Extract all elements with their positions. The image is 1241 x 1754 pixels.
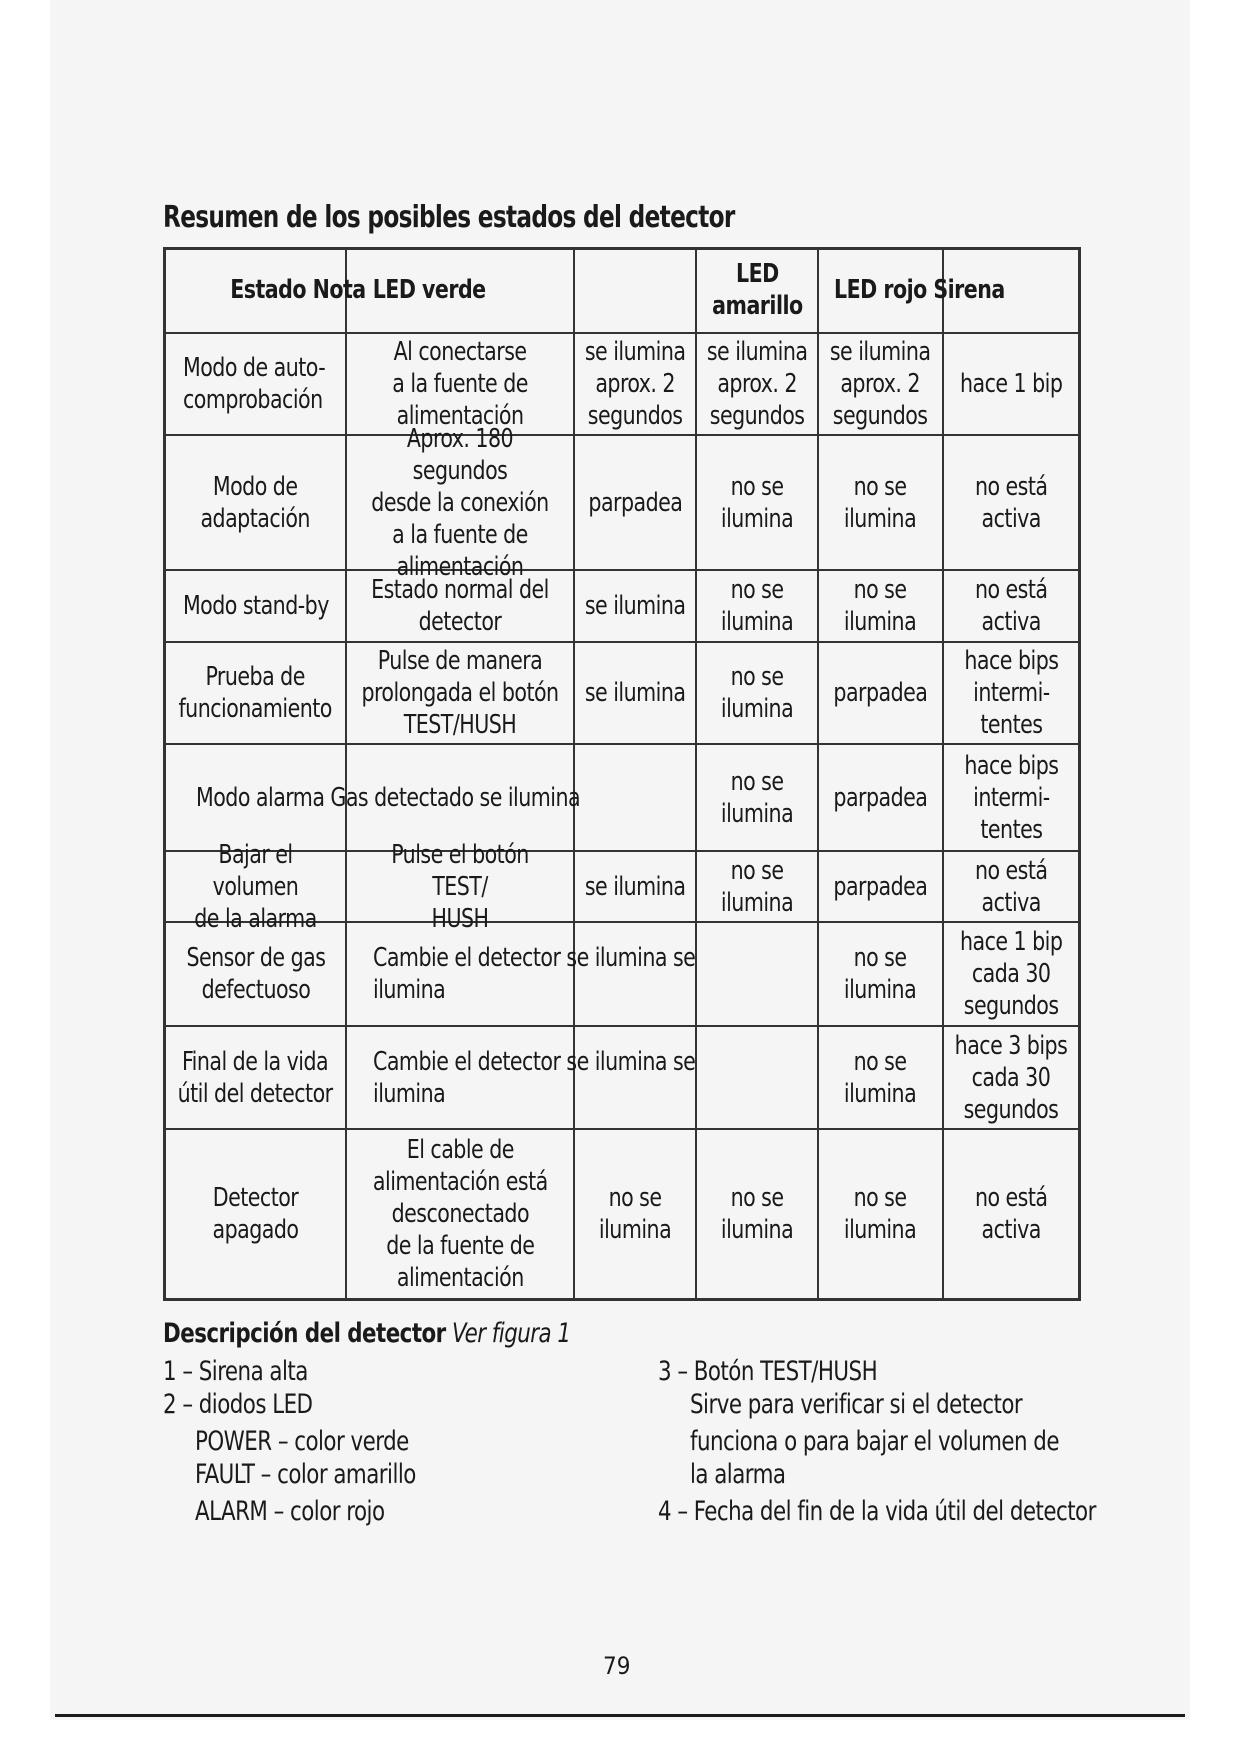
row1-led-rojo-text: se ilumina aprox. 2 segundos xyxy=(830,337,931,431)
row4-sirena xyxy=(944,643,1078,743)
row1-led-verde-text: se ilumina aprox. 2 segundos xyxy=(584,337,686,431)
row4-led-amarillo xyxy=(697,643,817,743)
row2-led-verde xyxy=(575,436,695,569)
row9-led-rojo-text: no se ilumina xyxy=(844,1183,917,1245)
row4-led-rojo-text: parpadea xyxy=(833,678,928,708)
row3-led-rojo xyxy=(819,571,942,641)
row5-estado-merged-text: Modo alarma Gas detectado se ilumina xyxy=(196,782,581,813)
row6-led-rojo-text: parpadea xyxy=(833,871,928,902)
row1-nota-text: Al conectarse a la fuente de alimentación xyxy=(392,337,528,431)
row3-nota-text: Estado normal del detector xyxy=(371,575,549,637)
description-title: Descripción del detector xyxy=(163,1318,446,1349)
header-estado-led-verde xyxy=(163,247,633,333)
row7-estado xyxy=(166,923,345,1025)
row4-sirena-text: hace bips intermi- tentes xyxy=(963,646,1059,740)
row1-nota xyxy=(347,334,573,434)
row6-led-verde xyxy=(575,852,695,921)
row3-estado xyxy=(166,571,345,641)
row4-led-verde-text: se ilumina xyxy=(584,678,686,708)
row1-led-rojo xyxy=(819,334,942,434)
bottom-rule xyxy=(55,1714,1185,1717)
desc-item-sirena: 1 – Sirena alta xyxy=(163,1356,308,1387)
desc-item-fault: FAULT – color amarillo xyxy=(195,1459,416,1490)
row6-led-verde-text: se ilumina xyxy=(584,871,686,902)
row9-led-verde-text: no se ilumina xyxy=(598,1183,672,1245)
row5-led-rojo-text: parpadea xyxy=(833,782,928,813)
row4-led-rojo xyxy=(819,643,942,743)
desc-item-alarm: ALARM – color rojo xyxy=(195,1496,385,1527)
row9-nota xyxy=(347,1130,573,1298)
row3-led-amarillo xyxy=(697,571,817,641)
row8-sirena-text: hace 3 bips cada 30 segundos xyxy=(954,1030,1068,1125)
row1-sirena xyxy=(944,334,1078,434)
row3-nota xyxy=(347,571,573,641)
row3-led-amarillo-text: no se ilumina xyxy=(720,575,794,637)
row8-estado xyxy=(166,1027,345,1128)
row5-led-amarillo-text: no se ilumina xyxy=(720,766,794,829)
row3-led-verde-text: se ilumina xyxy=(584,591,686,621)
row3-estado-text: Modo stand-by xyxy=(182,591,329,621)
row2-sirena xyxy=(944,436,1078,569)
desc-item-power: POWER – color verde xyxy=(195,1426,409,1457)
row7-merged-text: Cambie el detector se ilumina se ilumina xyxy=(373,943,696,1005)
row4-nota-text: Pulse de manera prolongada el botón TEST/HUSH xyxy=(361,646,559,740)
header-estado-nota: Estado Nota xyxy=(230,275,366,305)
row2-led-amarillo xyxy=(697,436,817,569)
row7-merged xyxy=(347,923,819,1025)
row7-sirena xyxy=(944,923,1078,1025)
header-led-amarillo-text: LED amarillo xyxy=(711,259,803,321)
row1-sirena-text: hace 1 bip xyxy=(959,369,1063,399)
row4-estado xyxy=(166,643,345,743)
row9-led-amarillo-text: no se ilumina xyxy=(720,1183,794,1245)
row1-estado xyxy=(166,334,345,434)
row3-sirena-text: no está activa xyxy=(974,575,1048,637)
desc-item-boton-text-2: funciona o para bajar el volumen de xyxy=(690,1426,1059,1457)
row9-estado xyxy=(166,1130,345,1298)
row8-sirena xyxy=(944,1027,1078,1128)
row5-estado-merged xyxy=(166,745,697,850)
row2-led-rojo-text: no se ilumina xyxy=(844,471,917,534)
row7-sirena-text: hace 1 bip cada 30 segundos xyxy=(959,927,1063,1021)
row4-led-amarillo-text: no se ilumina xyxy=(720,662,794,724)
row5-sirena xyxy=(944,745,1078,850)
desc-item-boton-text-3: la alarma xyxy=(690,1459,786,1490)
row2-nota xyxy=(347,423,573,582)
row6-led-rojo xyxy=(819,852,942,921)
row3-led-verde xyxy=(575,571,695,641)
row5-led-amarillo xyxy=(697,745,817,850)
header-led-rojo-sirena xyxy=(819,247,1081,333)
row5-sirena-text: hace bips intermi- tentes xyxy=(963,750,1059,845)
header-led-amarillo xyxy=(697,247,817,333)
row4-led-verde xyxy=(575,643,695,743)
row6-nota-text: Pulse el botón TEST/ HUSH xyxy=(391,839,529,934)
row8-merged xyxy=(347,1027,819,1128)
description-figure-ref: Ver figura 1 xyxy=(451,1318,571,1349)
row1-estado-text: Modo de auto- comprobación xyxy=(183,353,326,415)
row2-led-rojo xyxy=(819,436,942,569)
header-led-rojo-sirena-text: LED rojo Sirena xyxy=(834,275,1005,305)
row5-led-rojo xyxy=(819,745,942,850)
row9-sirena xyxy=(944,1130,1078,1298)
row7-estado-text: Sensor de gas defectuoso xyxy=(186,943,325,1005)
row6-led-amarillo xyxy=(697,852,817,921)
row2-nota-text: Aprox. 180 segundos desde la conexión a la fuente de alimentación xyxy=(371,423,549,582)
row6-estado xyxy=(166,839,345,934)
row6-sirena xyxy=(944,852,1078,921)
row3-sirena xyxy=(944,571,1078,641)
row2-led-amarillo-text: no se ilumina xyxy=(720,471,794,534)
desc-item-fecha: 4 – Fecha del fin de la vida útil del detector xyxy=(658,1496,1096,1527)
row8-led-rojo-text: no se ilumina xyxy=(844,1046,917,1109)
row1-led-verde xyxy=(575,334,695,434)
row6-estado-text: Bajar el volumen de la alarma xyxy=(194,839,317,934)
row4-estado-text: Prueba de funcionamiento xyxy=(178,662,333,724)
row9-sirena-text: no está activa xyxy=(974,1183,1048,1245)
row2-led-verde-text: parpadea xyxy=(588,487,682,518)
description-heading xyxy=(163,1318,570,1349)
row8-estado-text: Final de la vida útil del detector xyxy=(177,1046,334,1109)
row6-nota xyxy=(347,839,573,934)
row7-led-rojo xyxy=(819,923,942,1025)
desc-item-diodos: 2 – diodos LED xyxy=(163,1389,313,1420)
row1-led-amarillo xyxy=(697,334,817,434)
row9-led-rojo xyxy=(819,1130,942,1298)
desc-item-boton: 3 – Botón TEST/HUSH xyxy=(658,1356,878,1387)
row3-led-rojo-text: no se ilumina xyxy=(844,575,917,637)
row9-estado-text: Detector apagado xyxy=(212,1183,299,1245)
detector-states-table xyxy=(163,247,1081,1301)
row8-led-rojo xyxy=(819,1027,942,1128)
row8-merged-text: Cambie el detector se ilumina se ilumina xyxy=(373,1046,696,1109)
row6-led-amarillo-text: no se ilumina xyxy=(720,855,794,918)
row1-led-amarillo-text: se ilumina aprox. 2 segundos xyxy=(706,337,808,431)
page-number: 79 xyxy=(603,1652,631,1680)
row9-nota-text: El cable de alimentación está desconectado de la fuente de alimentación xyxy=(372,1135,548,1293)
row7-led-rojo-text: no se ilumina xyxy=(844,943,917,1005)
row6-sirena-text: no está activa xyxy=(974,855,1048,918)
row9-led-verde xyxy=(575,1130,695,1298)
row2-estado xyxy=(166,436,345,569)
row9-led-amarillo xyxy=(697,1130,817,1298)
desc-item-boton-text-1: Sirve para verificar si el detector xyxy=(690,1389,1023,1420)
row2-estado-text: Modo de adaptación xyxy=(200,471,311,534)
row4-nota xyxy=(347,643,573,743)
table-title: Resumen de los posibles estados del detector xyxy=(163,200,735,235)
header-led-verde: LED verde xyxy=(372,275,486,305)
row2-sirena-text: no está activa xyxy=(974,471,1048,534)
table-border-right xyxy=(1078,247,1081,1301)
